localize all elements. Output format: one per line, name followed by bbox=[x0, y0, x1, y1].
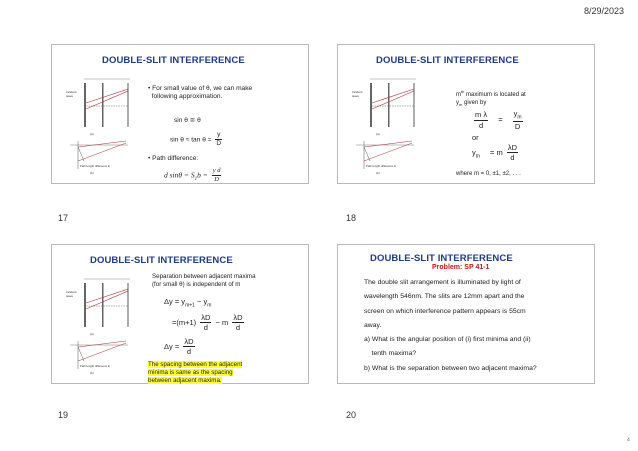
equation-delta-y-result: Δy = $\frac{\lambda D}{d}$ bbox=[164, 337, 194, 357]
svg-text:Path length difference Δ: Path length difference Δ bbox=[366, 164, 396, 168]
svg-text:wave: wave bbox=[66, 294, 74, 298]
svg-text:(a): (a) bbox=[90, 132, 94, 136]
svg-text:(b): (b) bbox=[90, 371, 94, 375]
slide-title: DOUBLE-SLIT INTERFERENCE bbox=[102, 55, 245, 66]
slide-title: DOUBLE-SLIT INTERFERENCE bbox=[370, 253, 513, 264]
double-slit-figure bbox=[64, 73, 134, 177]
corner-mark: ⁴ bbox=[626, 436, 630, 445]
svg-text:wave: wave bbox=[66, 94, 74, 98]
where-m-values: where m = 0, ±1, ±2, . . . bbox=[456, 171, 521, 177]
svg-text:(b): (b) bbox=[90, 171, 94, 175]
equation-ym: $y_m = m$ $\frac{\lambda D}{d}$ bbox=[472, 143, 517, 163]
slide-17 bbox=[51, 44, 309, 184]
equation-path-difference: d $\sin\theta = S_1b$ = $\frac{\text{y d}}{D}$ bbox=[164, 167, 221, 184]
slide-number: 17 bbox=[58, 213, 69, 223]
slide-18 bbox=[337, 44, 595, 184]
svg-text:Incident: Incident bbox=[66, 290, 77, 294]
slide-19 bbox=[51, 244, 309, 384]
or-text: or bbox=[472, 133, 479, 142]
slide-20 bbox=[337, 244, 595, 384]
slide-title: DOUBLE-SLIT INTERFERENCE bbox=[90, 255, 233, 266]
bullet-path-difference: • Path difference: bbox=[148, 155, 199, 162]
date-label: 8/29/2023 bbox=[583, 6, 624, 16]
highlighted-conclusion: The spacing between the adjacent minima is same as the spacing between adjacent maxima. bbox=[148, 361, 243, 385]
problem-label: Problem: SP 41-1 bbox=[432, 264, 490, 271]
double-slit-figure bbox=[64, 273, 134, 377]
svg-text:(a): (a) bbox=[376, 132, 380, 136]
slide-number: 20 bbox=[346, 410, 357, 420]
svg-text:wave: wave bbox=[352, 94, 360, 98]
slide-number: 18 bbox=[346, 213, 357, 223]
svg-text:Incident: Incident bbox=[352, 90, 363, 94]
equation-maximum-ratio: $\frac{\text{m λ}}{d}$ = $\frac{y_m}{D}$ bbox=[475, 109, 522, 131]
bullet-small-angle: • For small value of θ, we can make following approximation. bbox=[148, 85, 253, 101]
equation-delta-y: $\Delta y = y_{m+1} - y_m$ bbox=[164, 297, 212, 309]
equation-sin-approx: sin θ ≅ θ bbox=[174, 117, 201, 124]
svg-text:Path length difference Δ: Path length difference Δ bbox=[80, 364, 110, 368]
svg-text:(b): (b) bbox=[376, 171, 380, 175]
slide-number: 19 bbox=[58, 410, 69, 420]
svg-text:(a): (a) bbox=[90, 332, 94, 336]
double-slit-figure bbox=[350, 73, 420, 177]
separation-text: Separation between adjacent maxima (for small θ) is independent of m bbox=[152, 273, 256, 288]
svg-text:Path length difference Δ: Path length difference Δ bbox=[80, 164, 110, 168]
svg-text:Incident: Incident bbox=[66, 90, 77, 94]
equation-expanded: =(m+1) $\frac{\lambda D}{d}$ − m $\frac{\lambda D}{d}$ bbox=[172, 313, 243, 333]
equation-tan-approx: sin θ ≈ tan θ = $\frac{y}{D}$ bbox=[170, 131, 222, 148]
slide-title: DOUBLE-SLIT INTERFERENCE bbox=[376, 55, 519, 66]
mth-maximum-text: $m^{th}$ maximum is located at $y_m$ given by bbox=[456, 89, 526, 107]
problem-statement: The double slit arrangement is illuminated by light of wavelength 546nm. The slits are 12mm apart and the screen on which interference pattern appears is 55cm away. a) What is the angular position of (i) first minima and (ii) tenth maxima? b) What is the separation between two adjacent maxima? bbox=[364, 279, 537, 372]
